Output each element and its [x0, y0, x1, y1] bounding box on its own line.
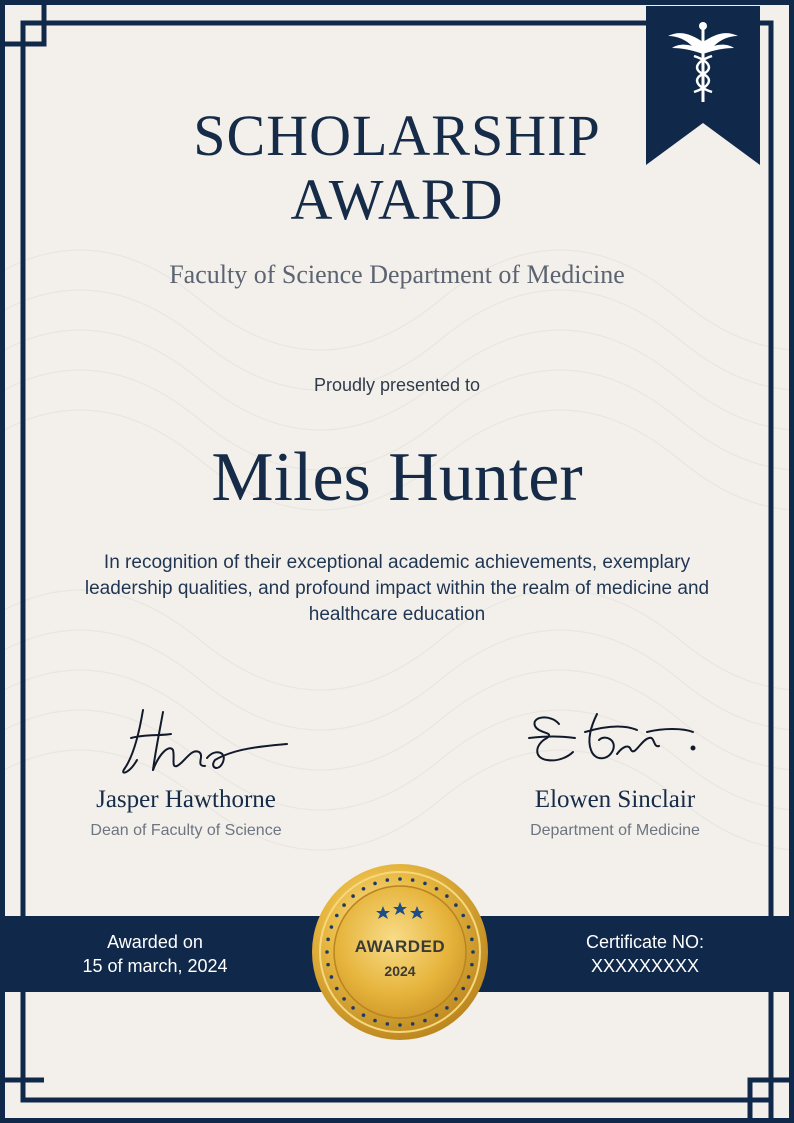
- seal-ring-star: [335, 914, 339, 918]
- seal-ring-star: [445, 1006, 449, 1010]
- awarded-date: 15 of march, 2024: [82, 956, 228, 976]
- seal-label: AWARDED: [354, 937, 446, 956]
- seal-year: 2024: [384, 963, 416, 979]
- seal-ring-star: [423, 1019, 427, 1023]
- title-line-1: SCHOLARSHIP: [193, 103, 601, 168]
- seal-ring-star: [362, 887, 366, 891]
- signatory-role-right: Department of Medicine: [530, 822, 700, 839]
- seal-ring-star: [330, 925, 334, 929]
- seal-ring-star: [373, 1019, 377, 1023]
- seal-ring-star: [445, 894, 449, 898]
- seal-ring-star: [411, 1022, 415, 1026]
- awarded-label: Awarded on: [107, 932, 203, 952]
- award-description: In recognition of their exceptional academic achievements, exemplary leadership qualities, and profound impact within the realm of medicine and healthcare education: [84, 552, 710, 625]
- seal-ring-star: [435, 1013, 439, 1017]
- signatory-name-left: Jasper Hawthorne: [96, 786, 276, 813]
- seal-ring-star: [386, 1022, 390, 1026]
- seal-ring-star: [386, 878, 390, 882]
- presented-to-text: Proudly presented to: [313, 375, 481, 395]
- signatory-name-right: Elowen Sinclair: [534, 786, 696, 813]
- certificate-title: [60, 104, 734, 232]
- seal-ring-star: [461, 914, 465, 918]
- certificate-subtitle: Faculty of Science Department of Medicine: [169, 260, 625, 289]
- signatory-role-left: Dean of Faculty of Science: [90, 822, 282, 839]
- signature-elowen-sinclair: [525, 710, 705, 772]
- seal-ring-star: [398, 1023, 402, 1027]
- seal-ring-star: [467, 925, 471, 929]
- seal-ring-star: [461, 987, 465, 991]
- certificate-number: XXXXXXXXX: [590, 956, 700, 976]
- seal-ring-star: [362, 1013, 366, 1017]
- seal-ring-star: [342, 997, 346, 1001]
- certificate-number-label: Certificate NO:: [585, 932, 705, 952]
- seal-ring-star: [411, 878, 415, 882]
- seal-ring-star: [351, 1006, 355, 1010]
- seal-ring-star: [423, 882, 427, 886]
- seal-ring-star: [335, 987, 339, 991]
- signature-jasper-hawthorne: [115, 704, 290, 779]
- seal-ring-star: [435, 887, 439, 891]
- seal-ring-star: [454, 903, 458, 907]
- seal-ring-star: [398, 877, 402, 881]
- awarded-date-block: [30, 930, 280, 978]
- seal-ring-star: [373, 882, 377, 886]
- seal-ring-star: [454, 997, 458, 1001]
- title-line-2: AWARD: [290, 167, 504, 232]
- seal-ring-star: [342, 903, 346, 907]
- certificate-number-block: [520, 930, 770, 978]
- seal-ring-star: [351, 894, 355, 898]
- recipient-name: Miles Hunter: [211, 439, 583, 516]
